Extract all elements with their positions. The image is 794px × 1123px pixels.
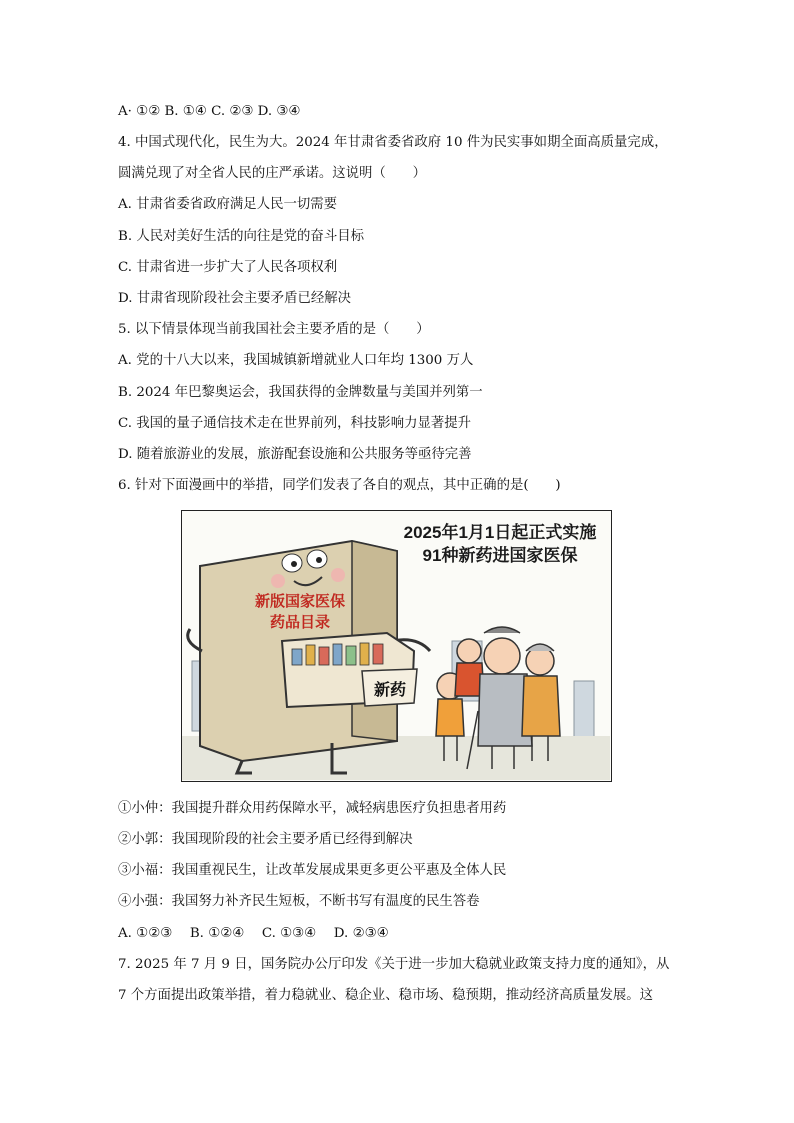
medical-insurance-cartoon (181, 510, 612, 782)
opinion-2: ②小郭：我国现阶段的社会主要矛盾已经得到解决 (118, 832, 413, 847)
question-4-option-b: B. 人民对美好生活的向往是党的奋斗目标 (118, 229, 364, 244)
drawer-label: 新药 (373, 682, 407, 699)
question-4-line-1: 4. 中国式现代化，民生为大。2024 年甘肃省委省政府 10 件为民实事如期全面高质量完成， (118, 135, 668, 150)
question-5-option-d: D. 随着旅游业的发展，旅游配套设施和公共服务等亟待完善 (118, 447, 472, 462)
question-5-option-b: B. 2024 年巴黎奥运会，我国获得的金牌数量与美国并列第一 (118, 385, 483, 400)
question-5-option-a: A. 党的十八大以来，我国城镇新增就业人口年均 1300 万人 (118, 353, 474, 368)
question-4-option-d: D. 甘肃省现阶段社会主要矛盾已经解决 (118, 291, 352, 306)
opinion-4: ④小强：我国努力补齐民生短板，不断书写有温度的民生答卷 (118, 894, 480, 909)
cartoon-headline-1: 2025年1月1日起正式实施 (403, 523, 597, 542)
question-4-option-a: A. 甘肃省委省政府满足人民一切需要 (118, 197, 338, 212)
opinion-3: ③小福：我国重视民生，让改革发展成果更多更公平惠及全体人民 (118, 863, 507, 878)
question-6-options: A. ①②③ B. ①②④ C. ①③④ D. ②③④ (118, 926, 389, 941)
question-5-stem: 5. 以下情景体现当前我国社会主要矛盾的是（ ） (118, 322, 430, 337)
question-7-line-2: 7 个方面提出政策举措，着力稳就业、稳企业、稳市场、稳预期，推动经济高质量发展。这 (118, 988, 654, 1003)
box-label-1: 新版国家医保 (254, 593, 346, 610)
opinion-1: ①小仲：我国提升群众用药保障水平，减轻病患医疗负担患者用药 (118, 801, 507, 816)
question-4-option-c: C. 甘肃省进一步扩大了人民各项权利 (118, 260, 338, 275)
question-6-stem: 6. 针对下面漫画中的举措，同学们发表了各自的观点，其中正确的是( ) (118, 478, 561, 493)
box-label-2: 药品目录 (269, 614, 331, 631)
question-7-line-1: 7. 2025 年 7 月 9 日，国务院办公厅印发《关于进一步加大稳就业政策支持力度的通知》，从 (118, 957, 670, 972)
question-4-line-2: 圆满兑现了对全省人民的庄严承诺。这说明（ ） (118, 166, 426, 181)
line-answer-3: A· ①② B. ①④ C. ②③ D. ③④ (118, 104, 301, 119)
cartoon-headline-2: 91种新药进国家医保 (422, 546, 578, 565)
question-5-option-c: C. 我国的量子通信技术走在世界前列，科技影响力显著提升 (118, 416, 472, 431)
